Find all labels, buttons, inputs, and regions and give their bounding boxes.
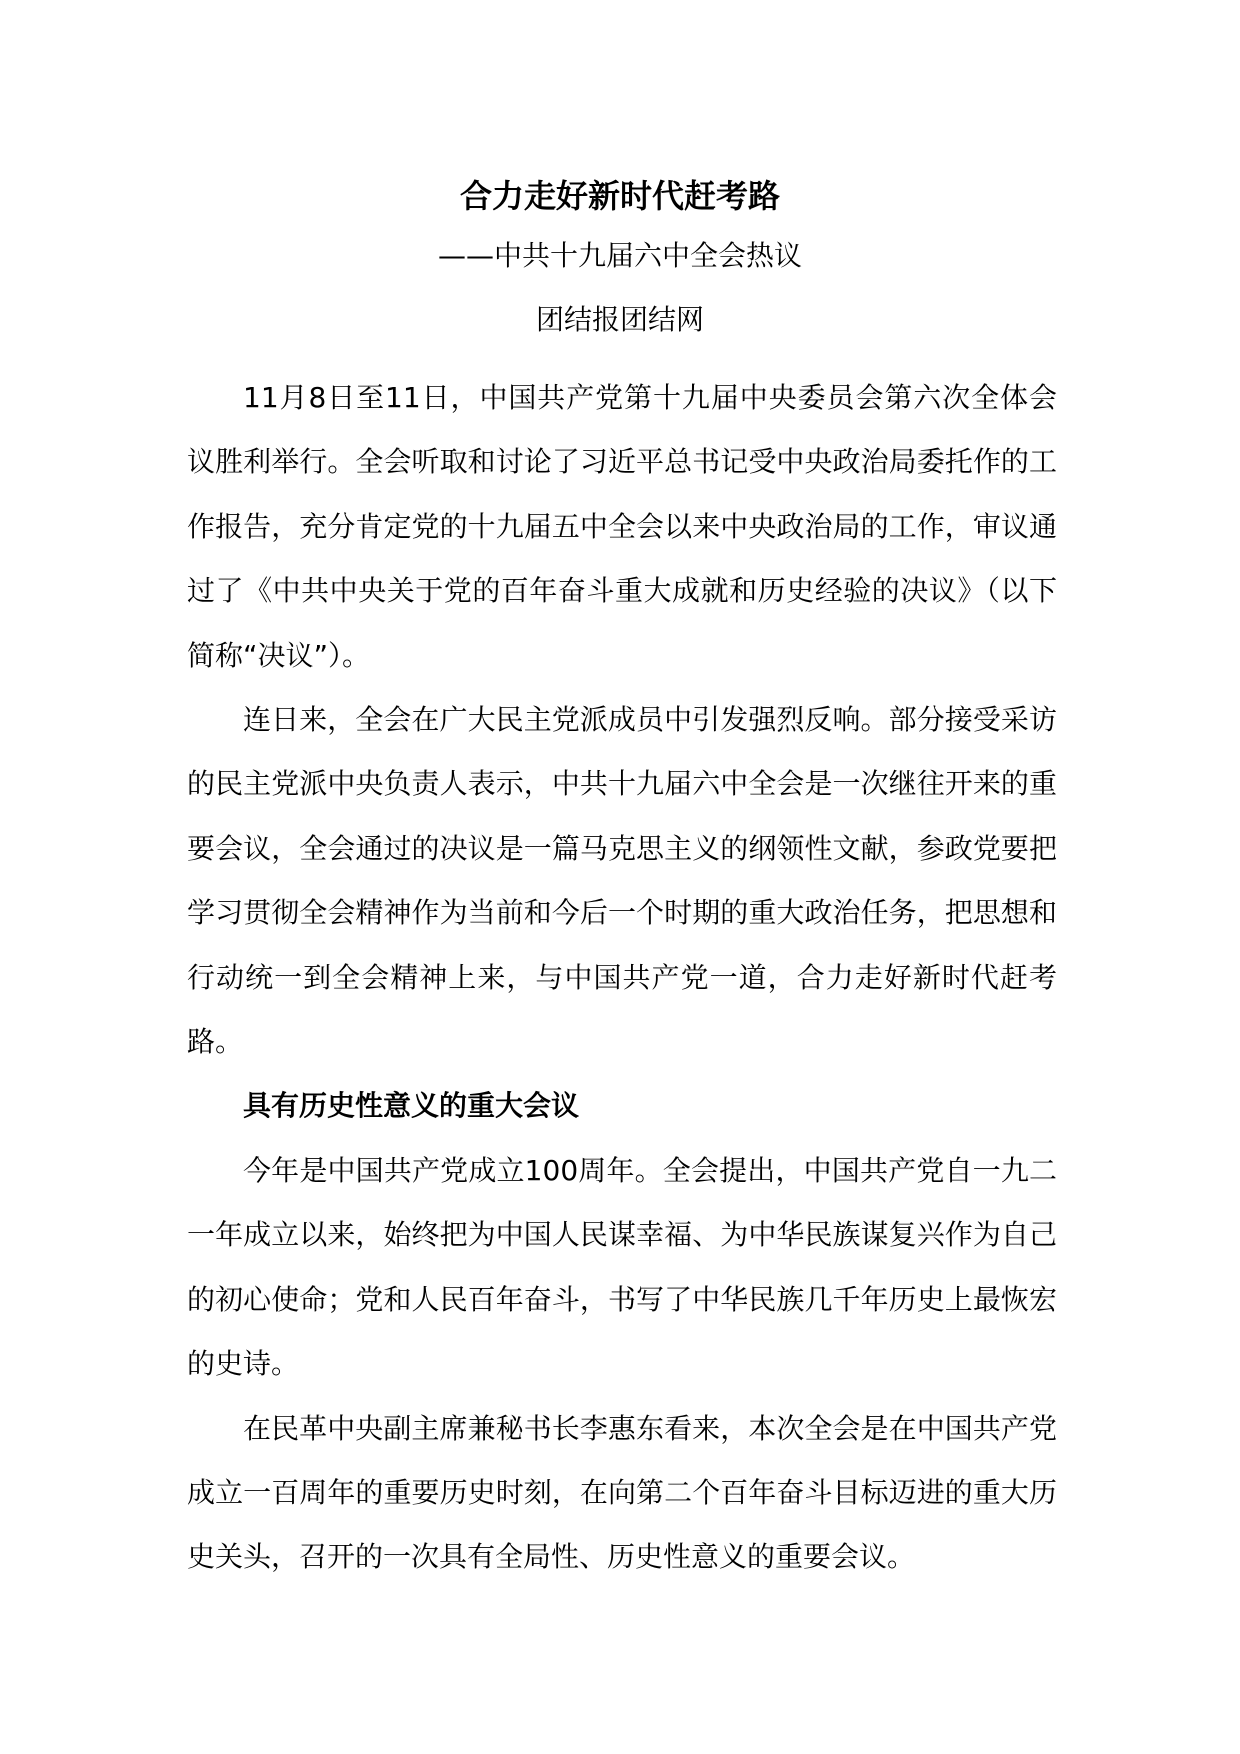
document-body	[187, 366, 1057, 1590]
document-title: 合力走好新时代赶考路	[459, 177, 780, 215]
document-subtitle: ——中共十九届六中全会热议	[437, 239, 802, 272]
body-paragraph: 今年是中国共产党成立100周年。全会提出，中国共产党自一九二一年成立以来，始终把为中国人民谋幸福、为中华民族谋复兴作为自己的初心使命；党和人民百年奋斗，书写了中华民族几千年历史上最恢宏的史诗。	[187, 1153, 1057, 1381]
body-paragraph: 11月8日至11日，中国共产党第十九届中央委员会第六次全体会议胜利举行。全会听取和讨论了习近平总书记受中央政治局委托作的工作报告，充分肯定党的十九届五中全会以来中央政治局的工作，审议通过了《中共中央关于党的百年奋斗重大成就和历史经验的决议》（以下简称“决议”）。	[187, 381, 1057, 672]
document-source: 团结报团结网	[535, 303, 704, 336]
body-paragraph: 在民革中央副主席兼秘书长李惠东看来，本次全会是在中国共产党成立一百周年的重要历史时刻，在向第二个百年奋斗目标迈进的重大历史关头，召开的一次具有全局性、历史性意义的重要会议。	[187, 1411, 1057, 1574]
body-paragraph: 连日来，全会在广大民主党派成员中引发强烈反响。部分接受采访的民主党派中央负责人表示，中共十九届六中全会是一次继往开来的重要会议，全会通过的决议是一篇马克思主义的纲领性文献，参政党要把学习贯彻全会精神作为当前和今后一个时期的重大政治任务，把思想和行动统一到全会精神上来，与中国共产党一道，合力走好新时代赶考路。	[187, 703, 1057, 1059]
section-heading: 具有历史性意义的重大会议	[243, 1089, 580, 1123]
